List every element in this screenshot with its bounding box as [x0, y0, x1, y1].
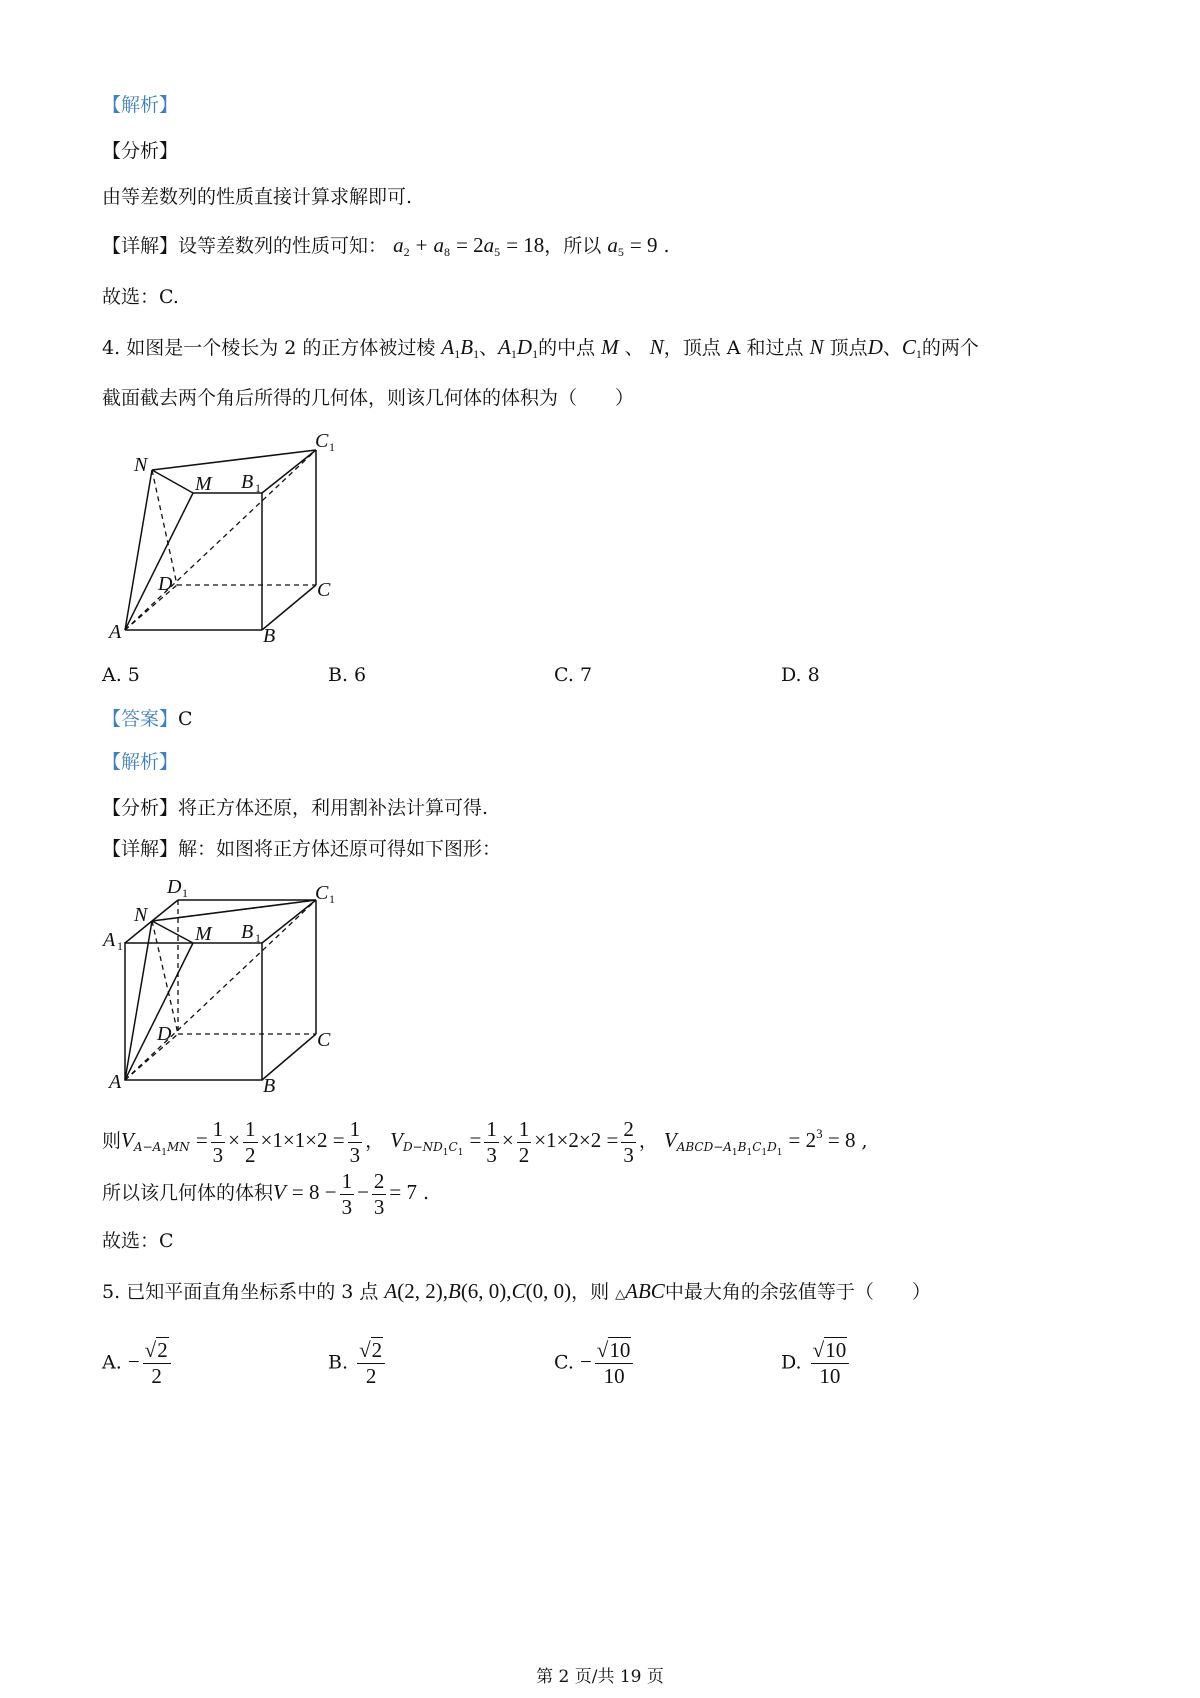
- svg-text:A: A: [109, 621, 122, 643]
- svg-text:1: 1: [255, 481, 261, 495]
- q3-analysis-text: 由等差数列的性质直接计算求解即可.: [102, 186, 413, 208]
- q4-analysis: 【分析】将正方体还原，利用割补法计算可得.: [102, 797, 489, 819]
- q5-option-a[interactable]: A. − $\frac{√2}{2}$: [102, 1338, 174, 1389]
- q4-solution-label: 【解析】: [102, 751, 179, 773]
- q3-detail: 【详解】设等差数列的性质可知： $a_2 + a_8 = 2a_5 = 18$，所以 $a_5 = 9$ .: [102, 233, 670, 259]
- svg-text:1: 1: [182, 886, 188, 900]
- svg-text:C: C: [315, 882, 329, 904]
- q4-figure-1: [100, 428, 360, 653]
- svg-text:B: B: [263, 625, 276, 647]
- solution-label: 【解析】: [102, 94, 179, 116]
- svg-text:B: B: [263, 1075, 276, 1097]
- q3-choice: 故选：C.: [102, 286, 179, 308]
- svg-text:C: C: [317, 1029, 331, 1051]
- q4-question-line2: 截面截去两个角后所得的几何体，则该几何体的体积为（ ）: [102, 387, 635, 409]
- svg-text:D: D: [158, 573, 173, 595]
- q4-option-a[interactable]: A. 5: [102, 664, 140, 686]
- label-m: M: [195, 473, 212, 495]
- q5-option-c[interactable]: C. − $\frac{√10}{10}$: [554, 1338, 636, 1389]
- q4-option-d[interactable]: D. 8: [781, 664, 820, 686]
- svg-text:C: C: [315, 430, 329, 452]
- q4-option-c[interactable]: C. 7: [554, 664, 593, 686]
- analysis-label: 【分析】: [102, 140, 179, 162]
- svg-text:1: 1: [329, 440, 335, 454]
- svg-text:B: B: [241, 471, 254, 493]
- svg-text:D: D: [167, 876, 182, 898]
- q4-volume-formulas: 则$V_{A-A_1MN}$ = $\frac{1}{3}$ × $\frac{1}{2}$ ×1×1×2 = $\frac{1}{3}$ ， $V_{D-ND_1C_1}$ = $\frac{1}{3}$ × $\frac{1}{2}$ ×1×2×2 = $\frac{2}{3}$ ， $V_{ABCD-A_1B_1C_1D_1} = 2^3 = 8$ ,: [102, 1116, 868, 1167]
- q4-volume-result: 所以该几何体的体积V = 8 − $\frac{1}{3}$ − $\frac{2}{3}$ = 7 .: [102, 1168, 430, 1219]
- svg-text:D: D: [157, 1023, 172, 1045]
- svg-text:1: 1: [329, 892, 335, 906]
- label-n: N: [134, 454, 148, 476]
- svg-text:M: M: [195, 923, 212, 945]
- q5-option-d[interactable]: D. $\frac{√10}{10}$: [781, 1338, 852, 1389]
- q4-option-b[interactable]: B. 6: [328, 664, 367, 686]
- svg-text:1: 1: [255, 931, 261, 945]
- svg-text:C: C: [317, 579, 331, 601]
- q4-detail: 【详解】解：如图将正方体还原可得如下图形：: [102, 838, 502, 860]
- svg-text:B: B: [241, 921, 254, 943]
- svg-text:A: A: [103, 929, 116, 951]
- q4-question: 4. 如图是一个棱长为 2 的正方体被过棱 $A_1B_1$、$A_1D_1$的中点 M 、 N，顶点 A 和过点 N 顶点D、$C_1$的两个: [102, 335, 979, 361]
- q5-question: 5. 已知平面直角坐标系中的 3 点 A(2, 2),B(6, 0),C(0, 0)，则 △ABC中最大角的余弦值等于（ ）: [102, 1279, 931, 1303]
- svg-text:1: 1: [117, 939, 123, 953]
- detail-label: 【详解】: [102, 235, 179, 257]
- q5-option-b[interactable]: B. $\frac{√2}{2}$: [328, 1338, 388, 1389]
- q4-choice: 故选：C: [102, 1230, 174, 1252]
- svg-text:A: A: [109, 1071, 122, 1093]
- q4-figure-2: [100, 875, 360, 1100]
- svg-text:N: N: [134, 904, 148, 926]
- page-footer: 第 2 页/共 19 页: [536, 1667, 664, 1687]
- q4-answer: 【答案】C: [102, 708, 193, 730]
